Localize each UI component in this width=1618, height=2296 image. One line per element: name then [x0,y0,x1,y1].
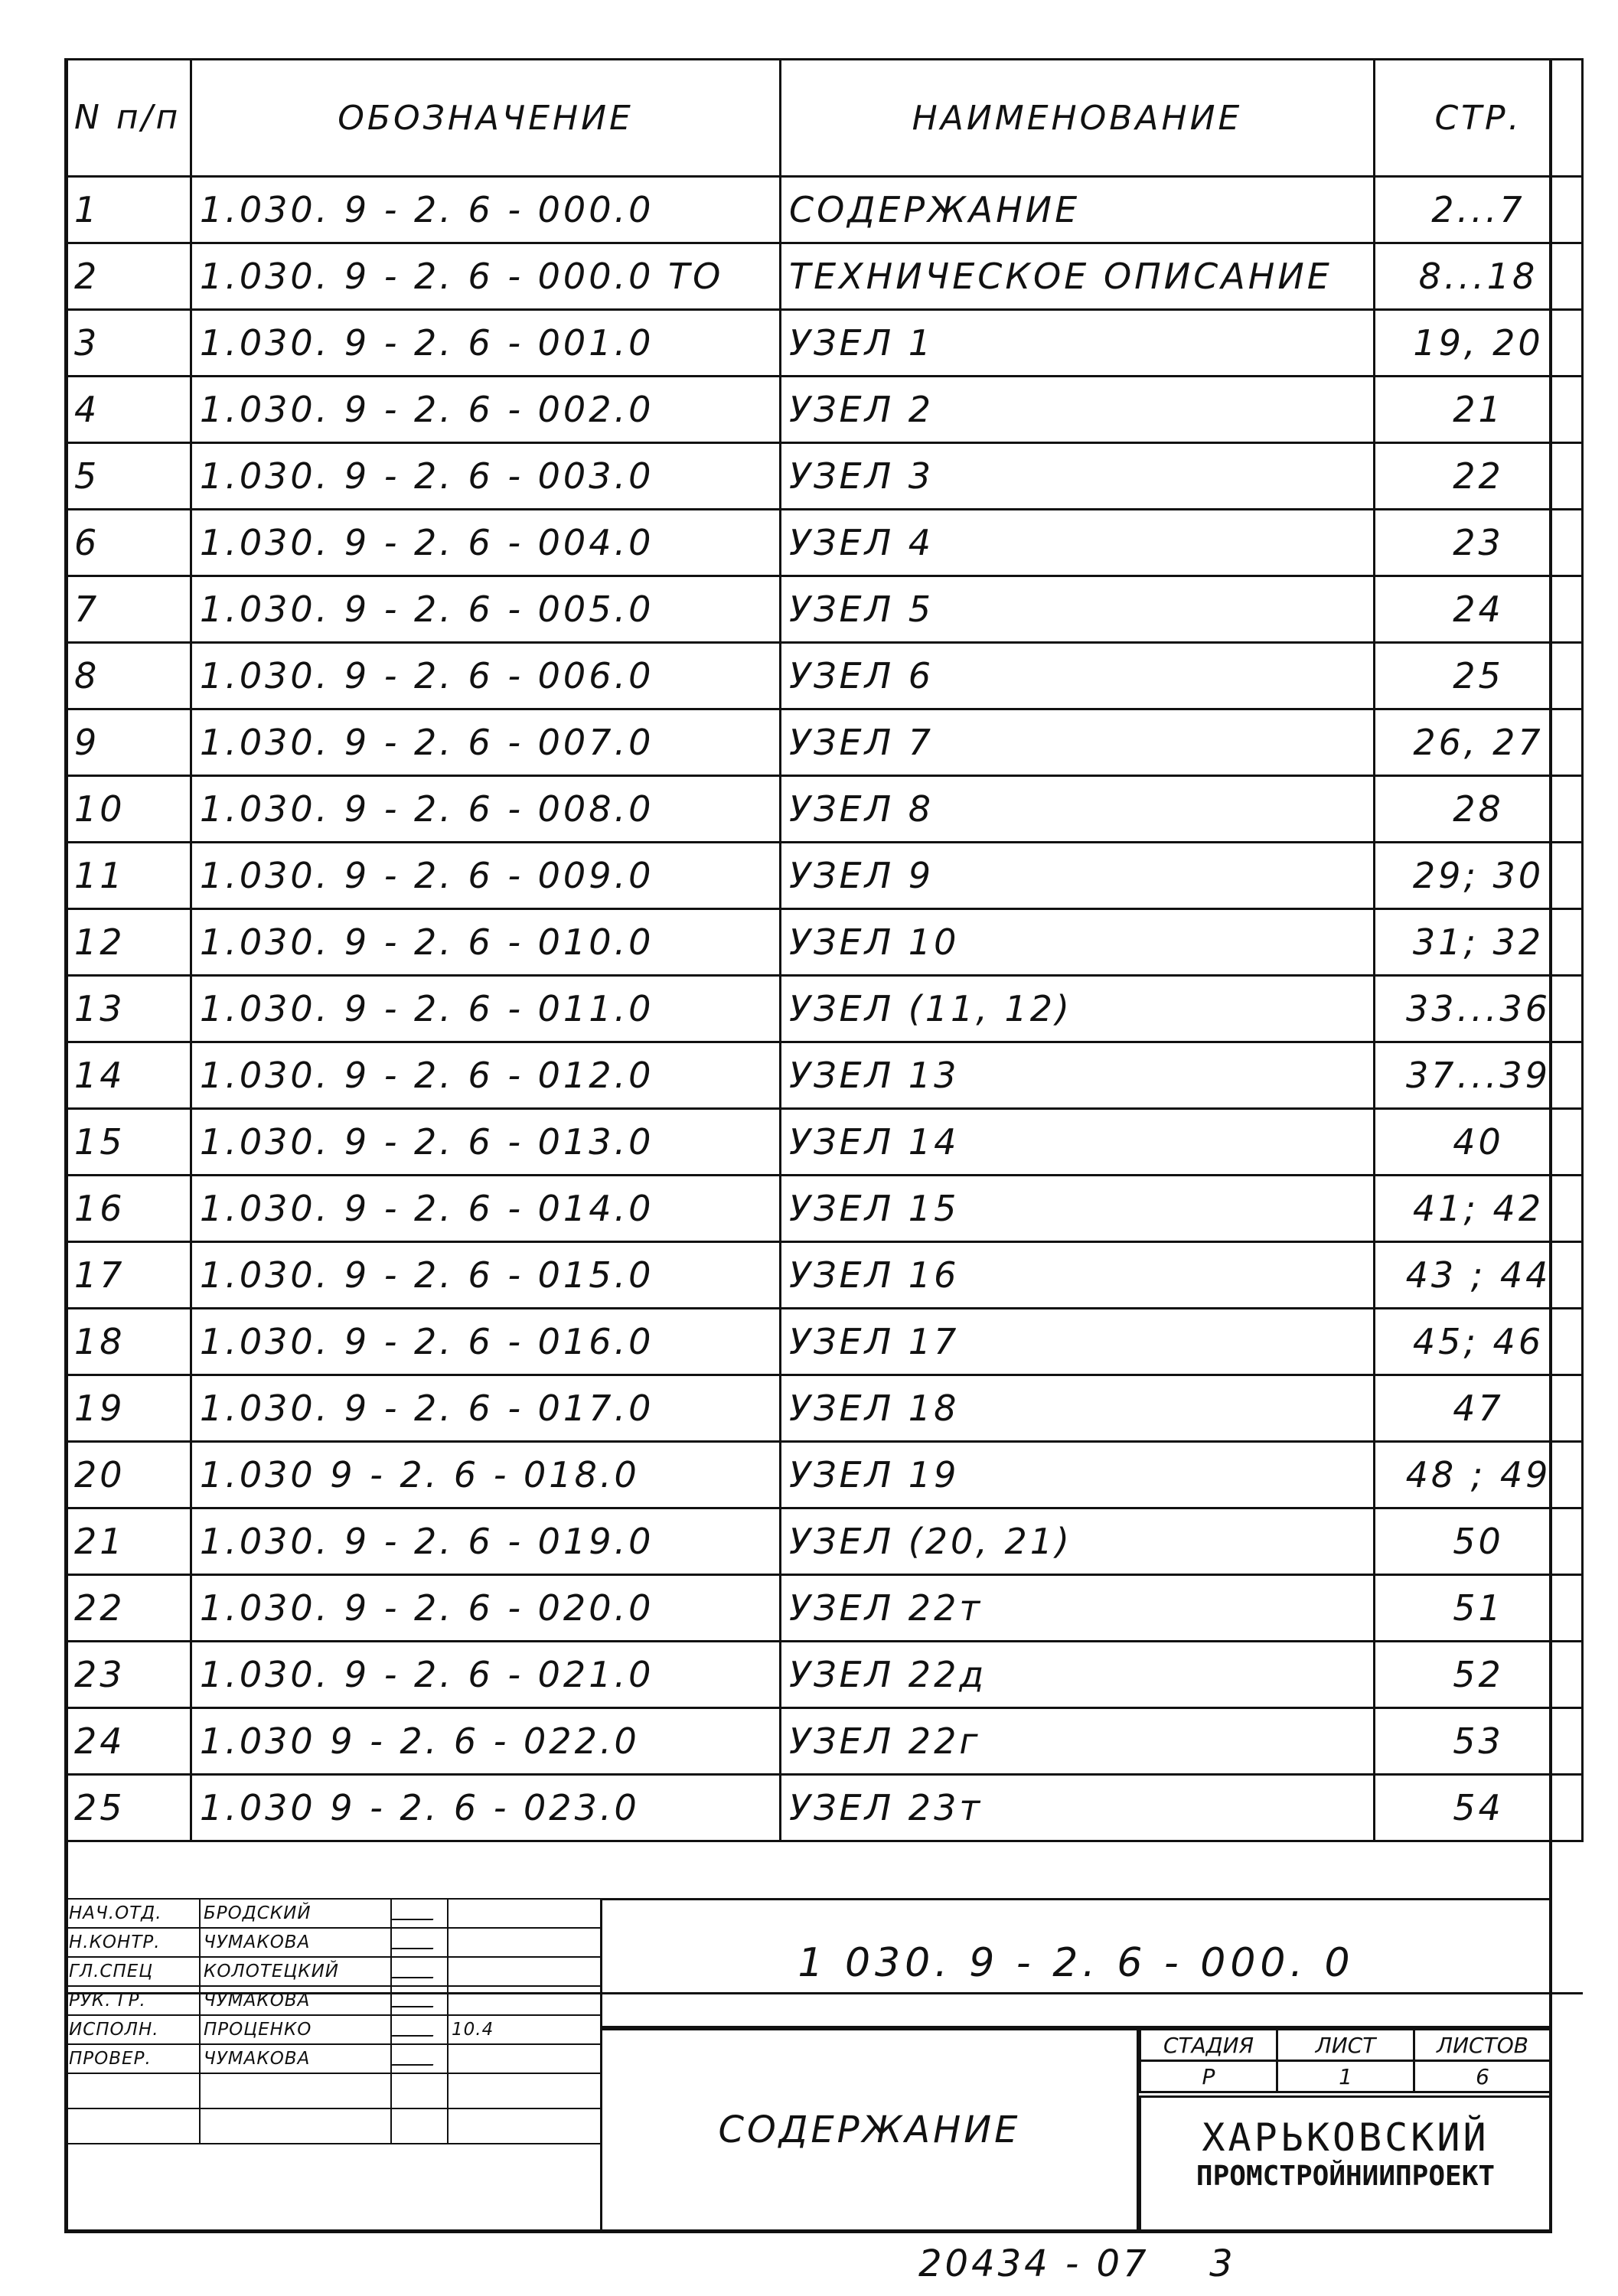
role-label: ПРОВЕР. [65,2044,200,2073]
row-page: 52 [1375,1642,1583,1708]
table-row [66,1708,1583,1775]
row-page: 40 [1375,1109,1583,1176]
row-designation: 1.030. 9 - 2. 6 - 012.0 [191,1042,781,1109]
header-number: N п/п [66,60,191,177]
signature-row [65,1928,601,1957]
row-designation: 1.030. 9 - 2. 6 - 002.0 [191,377,781,443]
sheet-header: ЛИСТ [1277,2030,1414,2061]
table-row [66,709,1583,776]
signature [391,1957,448,1986]
row-designation: 1.030. 9 - 2. 6 - 014.0 [191,1176,781,1242]
row-designation: 1.030. 9 - 2. 6 - 017.0 [191,1375,781,1442]
row-name: УЗЕЛ 3 [781,443,1375,510]
date-cell [448,2044,601,2073]
date-cell [448,1957,601,1986]
row-number: 6 [66,510,191,576]
row-designation: 1.030. 9 - 2. 6 - 003.0 [191,443,781,510]
row-name: УЗЕЛ (20, 21) [781,1508,1375,1575]
row-number: 23 [66,1642,191,1708]
person-name: ЧУМАКОВА [200,1986,391,2015]
page-number: 3 [1209,2242,1236,2285]
row-designation: 1.030. 9 - 2. 6 - 006.0 [191,643,781,709]
row-name: УЗЕЛ 5 [781,576,1375,643]
table-header-row [66,60,1583,177]
date-cell [448,1899,601,1928]
document-code: 1 030. 9 - 2. 6 - 000. 0 [600,1898,1552,2028]
row-page: 2...7 [1375,177,1583,243]
row-page: 29; 30 [1375,843,1583,909]
table-row [66,1242,1583,1309]
date-cell: 10.4 [448,2015,601,2044]
row-number: 11 [66,843,191,909]
row-number: 22 [66,1575,191,1642]
row-designation: 1.030. 9 - 2. 6 - 016.0 [191,1309,781,1375]
signature-row-empty [65,2108,601,2144]
row-number: 13 [66,976,191,1042]
row-name: УЗЕЛ 2 [781,377,1375,443]
signature [391,2015,448,2044]
role-label: ИСПОЛН. [65,2015,200,2044]
role-label: НАЧ.ОТД. [65,1899,200,1928]
row-name: УЗЕЛ 15 [781,1176,1375,1242]
row-name: УЗЕЛ 22г [781,1708,1375,1775]
row-number: 8 [66,643,191,709]
row-name: УЗЕЛ 10 [781,909,1375,976]
row-page: 23 [1375,510,1583,576]
row-name: УЗЕЛ 6 [781,643,1375,709]
row-page: 50 [1375,1508,1583,1575]
row-page: 54 [1375,1775,1583,1841]
table-row [66,1109,1583,1176]
signature-row [65,1957,601,1986]
row-name: УЗЕЛ 19 [781,1442,1375,1508]
row-page: 25 [1375,643,1583,709]
row-number: 25 [66,1775,191,1841]
role-label: РУК. ГР. [65,1986,200,2015]
date-cell [448,1986,601,2015]
person-name: ПРОЦЕНКО [200,2015,391,2044]
row-designation: 1.030. 9 - 2. 6 - 005.0 [191,576,781,643]
row-name: УЗЕЛ 13 [781,1042,1375,1109]
stage-sheet-table [1139,2028,1552,2093]
row-name: УЗЕЛ 22д [781,1642,1375,1708]
signature-row-empty [65,2073,601,2108]
header-name: НАИМЕНОВАНИЕ [781,60,1375,177]
document-name: СОДЕРЖАНИЕ [600,2028,1139,2232]
person-name: БРОДСКИЙ [200,1899,391,1928]
row-name: УЗЕЛ 14 [781,1109,1375,1176]
row-name: ТЕХНИЧЕСКОЕ ОПИСАНИЕ [781,243,1375,310]
person-name: ЧУМАКОВА [200,1928,391,1957]
row-page: 28 [1375,776,1583,843]
row-number: 12 [66,909,191,976]
row-page: 22 [1375,443,1583,510]
row-number: 9 [66,709,191,776]
table-row [66,243,1583,310]
row-number: 15 [66,1109,191,1176]
row-designation: 1.030. 9 - 2. 6 - 021.0 [191,1642,781,1708]
signature-row [65,1986,601,2015]
table-row [66,310,1583,377]
row-page: 33...36 [1375,976,1583,1042]
row-name: УЗЕЛ 23т [781,1775,1375,1841]
table-row [66,576,1583,643]
table-row [66,1575,1583,1642]
row-page: 8...18 [1375,243,1583,310]
row-name: СОДЕРЖАНИЕ [781,177,1375,243]
row-name: УЗЕЛ 9 [781,843,1375,909]
row-designation: 1.030. 9 - 2. 6 - 013.0 [191,1109,781,1176]
footer-archive [918,2242,1236,2285]
row-name: УЗЕЛ 18 [781,1375,1375,1442]
date-cell [448,1928,601,1957]
organization-block [1139,2095,1552,2232]
table-row [66,1176,1583,1242]
row-number: 17 [66,1242,191,1309]
table-row [66,177,1583,243]
row-number: 24 [66,1708,191,1775]
row-designation: 1.030. 9 - 2. 6 - 011.0 [191,976,781,1042]
row-number: 14 [66,1042,191,1109]
row-name: УЗЕЛ 4 [781,510,1375,576]
row-name: УЗЕЛ 1 [781,310,1375,377]
row-name: УЗЕЛ 22т [781,1575,1375,1642]
table-row [66,1642,1583,1708]
signature [391,2044,448,2073]
row-designation: 1.030. 9 - 2. 6 - 008.0 [191,776,781,843]
row-page: 53 [1375,1708,1583,1775]
row-designation: 1.030. 9 - 2. 6 - 015.0 [191,1242,781,1309]
row-designation: 1.030. 9 - 2. 6 - 000.0 ТО [191,243,781,310]
table-row [66,1042,1583,1109]
row-page: 24 [1375,576,1583,643]
table-row [66,843,1583,909]
table-row [66,377,1583,443]
role-label: ГЛ.СПЕЦ [65,1957,200,1986]
row-page: 41; 42 [1375,1176,1583,1242]
table-row [66,1309,1583,1375]
row-page: 19, 20 [1375,310,1583,377]
row-number: 18 [66,1309,191,1375]
row-page: 31; 32 [1375,909,1583,976]
row-designation: 1.030 9 - 2. 6 - 022.0 [191,1708,781,1775]
stage-value: Р [1140,2061,1277,2092]
table-row [66,1442,1583,1508]
signature-row [65,1899,601,1928]
table-row [66,510,1583,576]
table-row [66,909,1583,976]
stage-header: СТАДИЯ [1140,2030,1277,2061]
row-number: 21 [66,1508,191,1575]
row-name: УЗЕЛ (11, 12) [781,976,1375,1042]
row-designation: 1.030. 9 - 2. 6 - 010.0 [191,909,781,976]
row-name: УЗЕЛ 16 [781,1242,1375,1309]
row-number: 5 [66,443,191,510]
table-row [66,1775,1583,1841]
row-name: УЗЕЛ 17 [781,1309,1375,1375]
row-number: 7 [66,576,191,643]
row-designation: 1.030. 9 - 2. 6 - 001.0 [191,310,781,377]
row-number: 2 [66,243,191,310]
row-designation: 1.030 9 - 2. 6 - 018.0 [191,1442,781,1508]
row-number: 16 [66,1176,191,1242]
organization-line-1: ХАРЬКОВСКИЙ [1202,2115,1489,2160]
row-page: 37...39 [1375,1042,1583,1109]
signature-row [65,2015,601,2044]
row-designation: 1.030. 9 - 2. 6 - 019.0 [191,1508,781,1575]
role-label: Н.КОНТР. [65,1928,200,1957]
row-page: 47 [1375,1375,1583,1442]
row-page: 21 [1375,377,1583,443]
table-row [66,643,1583,709]
table-row [66,443,1583,510]
person-name: КОЛОТЕЦКИЙ [200,1957,391,1986]
row-designation: 1.030. 9 - 2. 6 - 020.0 [191,1575,781,1642]
row-page: 43 ; 44 [1375,1242,1583,1309]
signature [391,1899,448,1928]
row-number: 19 [66,1375,191,1442]
row-page: 48 ; 49 [1375,1442,1583,1508]
table-row [66,1375,1583,1442]
row-designation: 1.030. 9 - 2. 6 - 007.0 [191,709,781,776]
row-page: 51 [1375,1575,1583,1642]
signature [391,1986,448,2015]
signature-block [64,1898,602,2144]
row-number: 10 [66,776,191,843]
sheets-value: 6 [1414,2061,1551,2092]
row-designation: 1.030. 9 - 2. 6 - 000.0 [191,177,781,243]
row-page: 26, 27 [1375,709,1583,776]
row-designation: 1.030 9 - 2. 6 - 023.0 [191,1775,781,1841]
table-row [66,776,1583,843]
table-row [66,976,1583,1042]
signature [391,1928,448,1957]
row-page: 45; 46 [1375,1309,1583,1375]
row-name: УЗЕЛ 8 [781,776,1375,843]
sheet-value: 1 [1277,2061,1414,2092]
archive-number: 20434 - 07 [918,2242,1150,2285]
header-designation: ОБОЗНАЧЕНИЕ [191,60,781,177]
row-number: 1 [66,177,191,243]
row-number: 20 [66,1442,191,1508]
row-name: УЗЕЛ 7 [781,709,1375,776]
sheets-header: ЛИСТОВ [1414,2030,1551,2061]
row-designation: 1.030. 9 - 2. 6 - 009.0 [191,843,781,909]
row-designation: 1.030. 9 - 2. 6 - 004.0 [191,510,781,576]
organization-line-2: ПРОМСТРОЙНИИПРОЕКТ [1196,2161,1496,2192]
table-row [66,1508,1583,1575]
row-number: 4 [66,377,191,443]
header-page: СТР. [1375,60,1583,177]
row-number: 3 [66,310,191,377]
signature-row [65,2044,601,2073]
contents-table [64,58,1584,1994]
person-name: ЧУМАКОВА [200,2044,391,2073]
